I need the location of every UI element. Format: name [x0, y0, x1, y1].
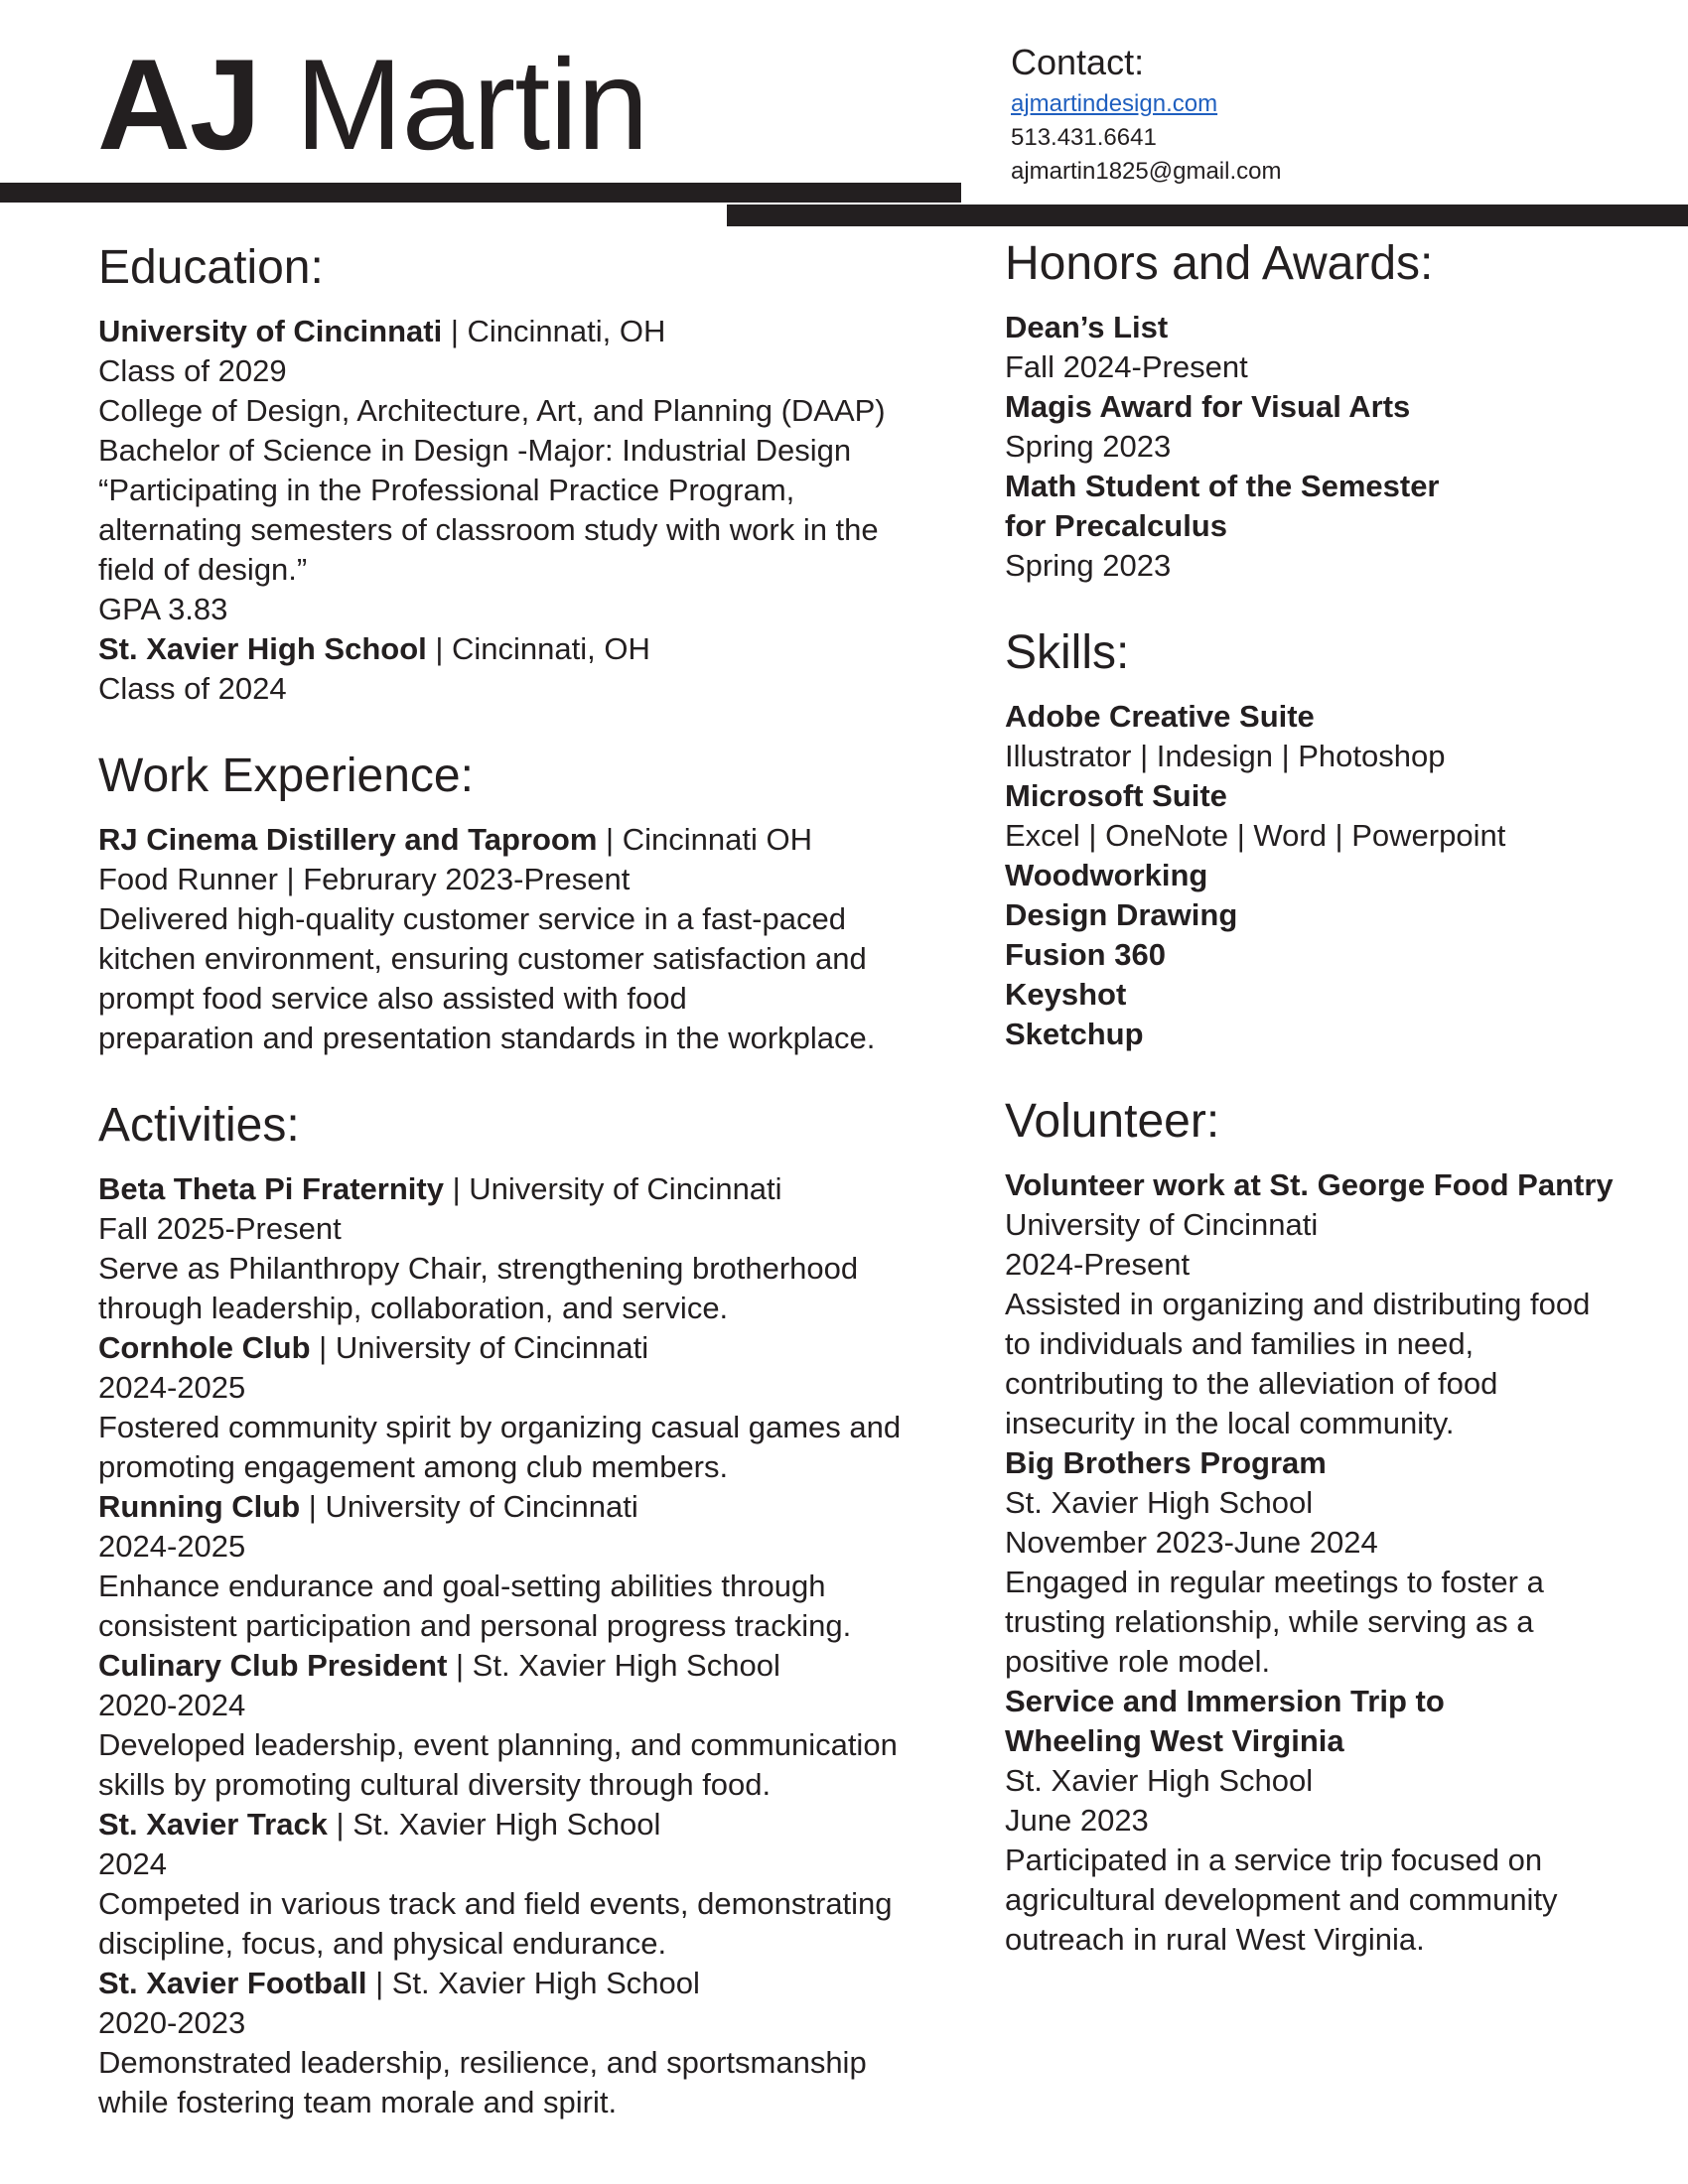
work-description: preparation and presentation standards in the workplace. — [98, 1021, 876, 1055]
school-name: St. Xavier High School — [98, 631, 427, 666]
award-name-cont: for Precalculus — [1005, 508, 1227, 543]
activity-name: St. Xavier Football — [98, 1966, 376, 2000]
employer-name: RJ Cinema Distillery and Taproom — [98, 822, 598, 857]
header-divider-left — [0, 183, 961, 203]
volunteer-name: Volunteer work at St. George Food Pantry — [1005, 1167, 1614, 1202]
program-quote: alternating semesters of classroom study with work in the — [98, 512, 879, 547]
activity-name: St. Xavier Track — [98, 1807, 328, 1842]
work-role: Food Runner | Februrary 2023-Present — [98, 862, 631, 896]
activity-item — [98, 1328, 901, 1487]
activity-item — [98, 1964, 901, 2122]
left-column — [98, 236, 901, 2158]
activity-description: Enhance endurance and goal-setting abilities through — [98, 1569, 826, 1603]
class-year: Class of 2029 — [98, 353, 287, 388]
right-column — [1005, 232, 1614, 1995]
volunteer-org: St. Xavier High School — [1005, 1485, 1314, 1520]
college-name: College of Design, Architecture, Art, and Planning (DAAP) — [98, 393, 886, 428]
skill-item: Design Drawing — [1005, 897, 1238, 932]
volunteer-description: contributing to the alleviation of food — [1005, 1366, 1498, 1401]
award-name: Dean’s List — [1005, 310, 1169, 344]
gpa: GPA 3.83 — [98, 592, 228, 626]
phone-number: 513.431.6641 — [1011, 124, 1157, 151]
activity-description: consistent participation and personal progress tracking. — [98, 1608, 852, 1643]
candidate-name — [97, 30, 648, 179]
award-name: Math Student of the Semester — [1005, 469, 1440, 503]
education-entry-uc — [98, 312, 901, 351]
activity-description: Developed leadership, event planning, and communication — [98, 1727, 898, 1762]
award-date: Fall 2024-Present — [1005, 349, 1248, 384]
skill-item: Keyshot — [1005, 977, 1127, 1012]
activity-item — [98, 1169, 901, 1328]
activity-org: | University of Cincinnati — [310, 1330, 649, 1365]
email-address: ajmartin1825@gmail.com — [1011, 158, 1282, 185]
volunteer-section — [1005, 1090, 1614, 1960]
award-name: Magis Award for Visual Arts — [1005, 389, 1411, 424]
activity-description: discipline, focus, and physical endurance. — [98, 1926, 667, 1961]
activity-date: 2024 — [98, 1846, 167, 1881]
activity-description: through leadership, collaboration, and service. — [98, 1291, 729, 1325]
activity-name: Cornhole Club — [98, 1330, 311, 1365]
class-year: Class of 2024 — [98, 671, 287, 706]
volunteer-title: Volunteer: — [1005, 1095, 1220, 1148]
activity-description: while fostering team morale and spirit. — [98, 2085, 618, 2119]
volunteer-description: agricultural development and community — [1005, 1882, 1558, 1917]
activity-date: 2020-2023 — [98, 2005, 246, 2040]
work-description: kitchen environment, ensuring customer satisfaction and — [98, 941, 867, 976]
school-location: | Cincinnati, OH — [426, 631, 650, 666]
activity-date: 2024-2025 — [98, 1370, 246, 1405]
skill-apps: Excel | OneNote | Word | Powerpoint — [1005, 818, 1506, 853]
honors-title: Honors and Awards: — [1005, 237, 1434, 290]
volunteer-description: Participated in a service trip focused on — [1005, 1843, 1543, 1877]
activity-org: | University of Cincinnati — [443, 1171, 782, 1206]
education-entry-sx — [98, 629, 901, 669]
program-quote: “Participating in the Professional Practice Program, — [98, 473, 795, 507]
volunteer-org: University of Cincinnati — [1005, 1207, 1319, 1242]
volunteer-description: insecurity in the local community. — [1005, 1406, 1455, 1440]
volunteer-description: trusting relationship, while serving as a — [1005, 1604, 1534, 1639]
honors-section — [1005, 232, 1614, 586]
education-title: Education: — [98, 241, 324, 294]
volunteer-date: 2024-Present — [1005, 1247, 1191, 1282]
volunteer-description: outreach in rural West Virginia. — [1005, 1922, 1425, 1957]
contact-block — [1011, 38, 1281, 189]
skills-title: Skills: — [1005, 626, 1130, 679]
award-date: Spring 2023 — [1005, 429, 1172, 464]
activity-description: promoting engagement among club members. — [98, 1449, 729, 1484]
degree: Bachelor of Science in Design -Major: Industrial Design — [98, 433, 852, 468]
volunteer-org: St. Xavier High School — [1005, 1763, 1314, 1798]
activity-item — [98, 1487, 901, 1646]
activity-org: | St. Xavier High School — [375, 1966, 700, 2000]
work-title: Work Experience: — [98, 750, 474, 802]
volunteer-name-cont: Wheeling West Virginia — [1005, 1723, 1344, 1758]
work-description: prompt food service also assisted with food — [98, 981, 687, 1016]
activity-org: | St. Xavier High School — [327, 1807, 661, 1842]
activity-description: Competed in various track and field events, demonstrating — [98, 1886, 893, 1921]
skill-item: Woodworking — [1005, 858, 1208, 892]
first-name: AJ — [97, 32, 261, 177]
activity-description: Serve as Philanthropy Chair, strengthening brotherhood — [98, 1251, 859, 1286]
school-location: | Cincinnati, OH — [442, 314, 666, 348]
school-name: University of Cincinnati — [98, 314, 443, 348]
activity-description: Demonstrated leadership, resilience, and sportsmanship — [98, 2045, 867, 2080]
skill-item: Fusion 360 — [1005, 937, 1166, 972]
activity-date: 2024-2025 — [98, 1529, 246, 1564]
volunteer-name: Big Brothers Program — [1005, 1445, 1327, 1480]
education-section — [98, 236, 901, 709]
activity-org: | University of Cincinnati — [300, 1489, 638, 1524]
activity-name: Beta Theta Pi Fraternity — [98, 1171, 444, 1206]
activity-date: 2020-2024 — [98, 1688, 246, 1722]
program-quote: field of design.” — [98, 552, 308, 587]
volunteer-description: to individuals and families in need, — [1005, 1326, 1475, 1361]
activity-item — [98, 1646, 901, 1805]
activity-date: Fall 2025-Present — [98, 1211, 342, 1246]
activity-name: Running Club — [98, 1489, 301, 1524]
employer-location: | Cincinnati OH — [597, 822, 812, 857]
work-section — [98, 745, 901, 1058]
skill-item: Sketchup — [1005, 1017, 1144, 1051]
activity-description: Fostered community spirit by organizing casual games and — [98, 1410, 902, 1444]
volunteer-date: June 2023 — [1005, 1803, 1149, 1838]
volunteer-name: Service and Immersion Trip to — [1005, 1684, 1445, 1718]
last-name: Martin — [295, 32, 648, 177]
skill-apps: Illustrator | Indesign | Photoshop — [1005, 739, 1446, 773]
skill-group: Microsoft Suite — [1005, 778, 1227, 813]
skills-section — [1005, 621, 1614, 1054]
volunteer-description: Assisted in organizing and distributing food — [1005, 1287, 1591, 1321]
website-link[interactable]: ajmartindesign.com — [1011, 90, 1218, 117]
activity-name: Culinary Club President — [98, 1648, 448, 1683]
volunteer-date: November 2023-June 2024 — [1005, 1525, 1378, 1560]
activity-org: | St. Xavier High School — [447, 1648, 780, 1683]
volunteer-description: Engaged in regular meetings to foster a — [1005, 1565, 1544, 1599]
skill-group: Adobe Creative Suite — [1005, 699, 1315, 734]
work-description: Delivered high-quality customer service in a fast-paced — [98, 901, 846, 936]
work-entry — [98, 820, 901, 860]
award-date: Spring 2023 — [1005, 548, 1172, 583]
contact-title: Contact: — [1011, 42, 1145, 82]
activity-item — [98, 1805, 901, 1964]
activities-section — [98, 1094, 901, 2122]
volunteer-description: positive role model. — [1005, 1644, 1271, 1679]
activity-description: skills by promoting cultural diversity through food. — [98, 1767, 772, 1802]
header-divider-right — [727, 205, 1688, 226]
activities-title: Activities: — [98, 1099, 300, 1152]
